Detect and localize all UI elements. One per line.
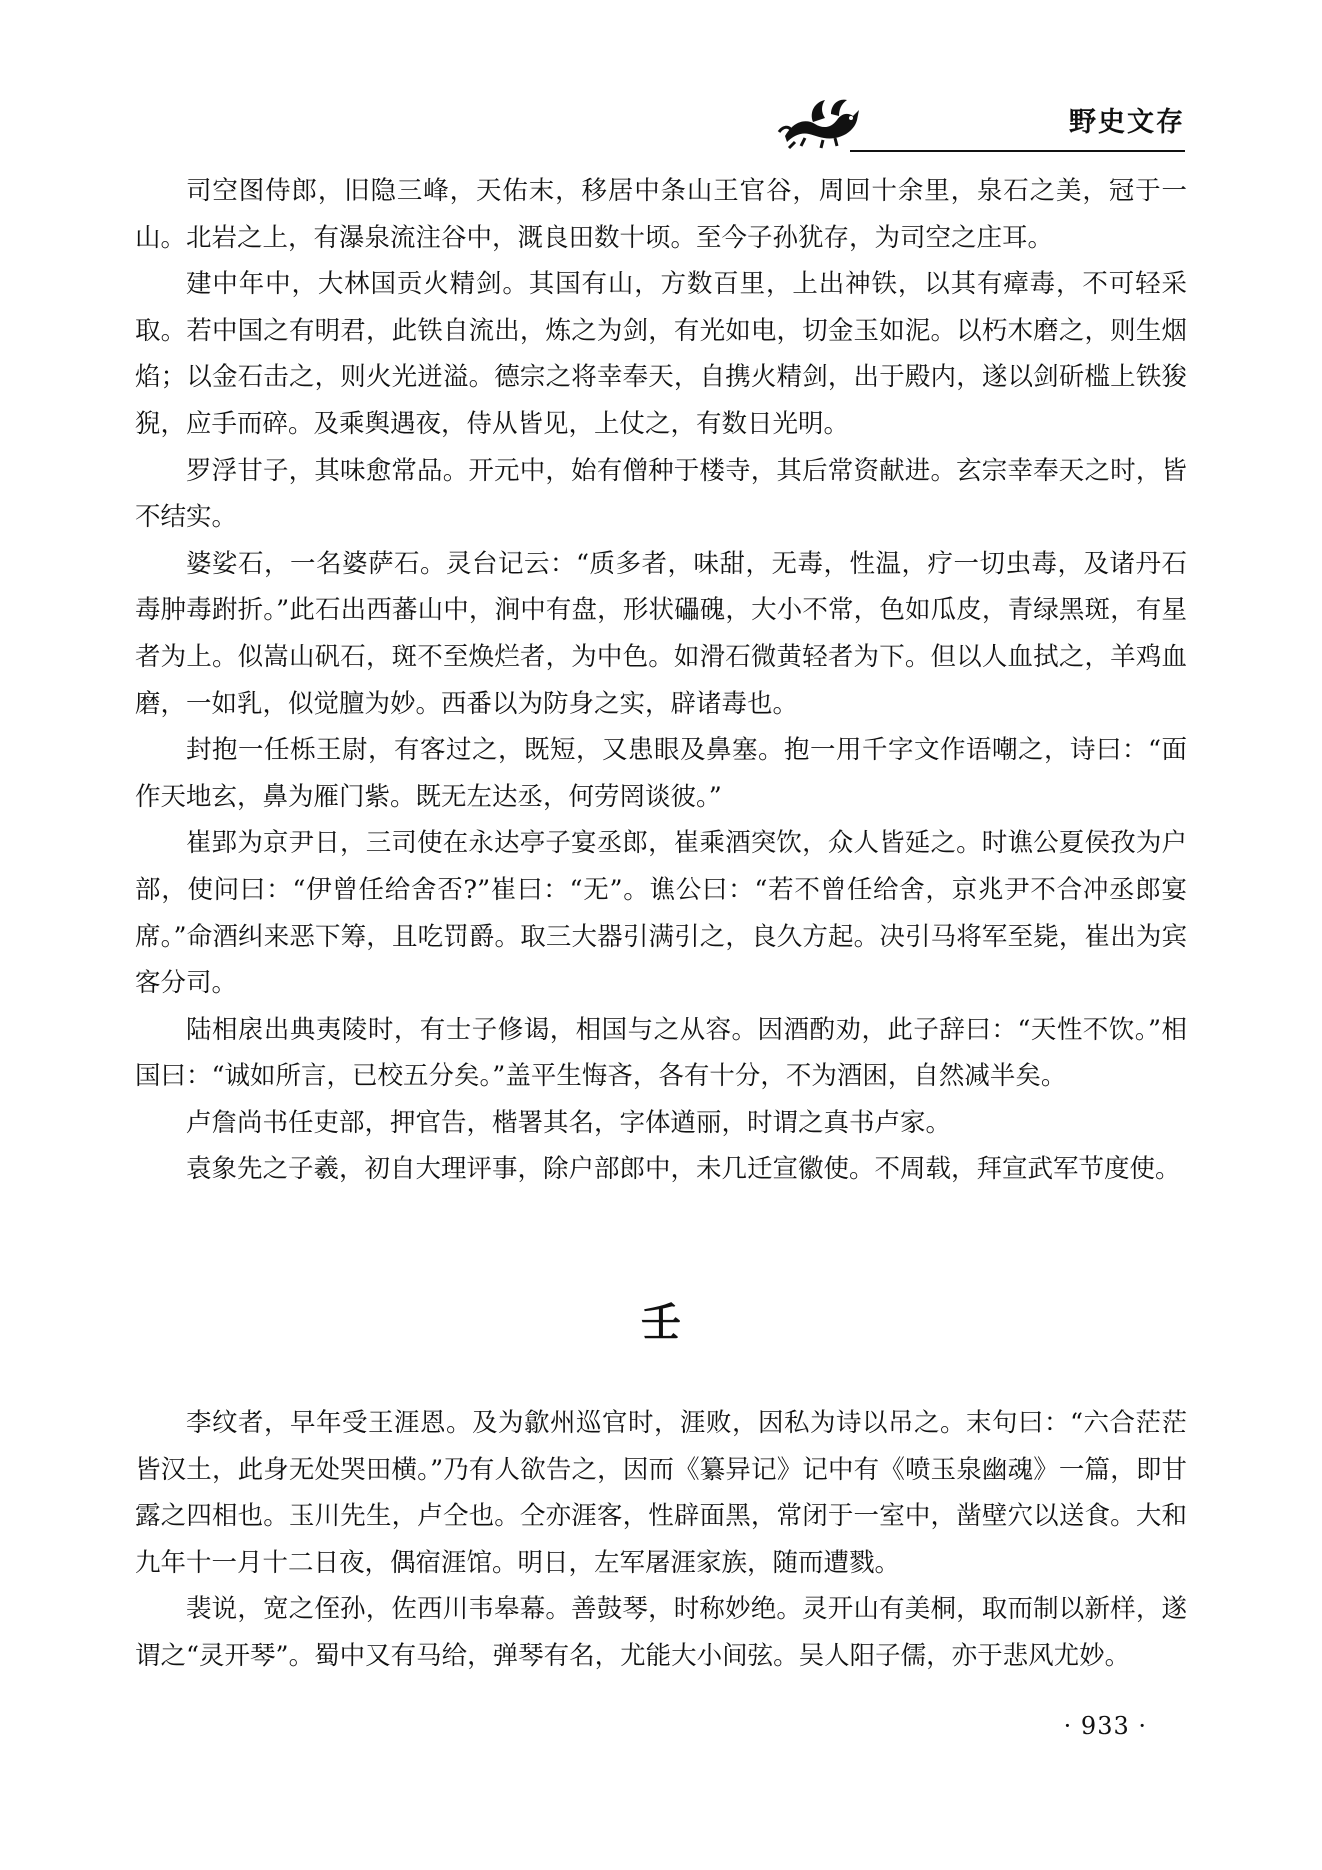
paragraph: 封抱一任栎王尉，有客过之，既短，又患眼及鼻塞。抱一用千字文作语嘲之，诗曰：“面作天地玄，鼻为雁门紫。既无左达丞，何劳罔谈彼。” xyxy=(135,735,1187,812)
paragraph: 陆相扆出典夷陵时，有士子修谒，相国与之从容。因酒酌劝，此子辞曰：“天性不饮。”相国曰：“诚如所言，已校五分矣。”盖平生悔吝，各有十分，不为酒困，自然减半矣。 xyxy=(135,1014,1187,1092)
paragraph: 崔郢为京尹日，三司使在永达亭子宴丞郎，崔乘酒突饮，众人皆延之。时谯公夏侯孜为户部，使问曰：“伊曾任给舍否?”崔曰：“无”。谯公曰：“若不曾任给舍，京兆尹不合冲丞郎宴席。”命酒纠来恶下筹，且吃罚爵。取三大器引满引之，良久方起。决引马将军至毙，崔出为宾客分司。 xyxy=(135,828,1187,999)
paragraph: 罗浮甘子，其味愈常品。开元中，始有僧种于楼寺，其后常资献进。玄宗幸奉天之时，皆不结实。 xyxy=(135,455,1187,533)
paragraph: 建中年中，大林国贡火精剑。其国有山，方数百里，上出神铁，以其有瘴毒，不可轻采取。若中国之有明君，此铁自流出，炼之为剑，有光如电，切金玉如泥。以朽木磨之，则生烟焰；以金石击之，则火光迸溢。德宗之将幸奉天，自携火精剑，出于殿内，遂以剑斫槛上铁狻猊，应手而碎。及乘舆遇夜，侍从皆见，上仗之，有数日光明。 xyxy=(135,269,1187,439)
series-title: 野史文存 xyxy=(1069,107,1185,138)
section-2-text xyxy=(135,1400,1187,1680)
section-heading: 壬 xyxy=(641,1299,681,1346)
paragraph: 司空图侍郎，旧隐三峰，天佑末，移居中条山王官谷，周回十余里，泉石之美，冠于一山。北岩之上，有瀑泉流注谷中，溉良田数十顷。至今子孙犹存，为司空之庄耳。 xyxy=(135,176,1187,253)
paragraph: 李纹者，早年受王涯恩。及为歙州巡官时，涯败，因私为诗以吊之。末句曰：“六合茫茫皆汉土，此身无处哭田横。”乃有人欲告之，因而《纂异记》记中有《喷玉泉幽魂》一篇，即甘露之四相也。玉川先生，卢仝也。仝亦涯客，性辟面黑，常闭于一室中，凿壁穴以送食。大和九年十一月十二日夜，偶宿涯馆。明日，左军屠涯家族，随而遭戮。 xyxy=(135,1408,1187,1578)
dragon-emblem-icon xyxy=(775,92,870,152)
header-rule xyxy=(850,150,1185,152)
paragraph: 婆娑石，一名婆萨石。灵台记云：“质多者，味甜，无毒，性温，疗一切虫毒，及诸丹石毒肿毒跗折。”此石出西蕃山中，涧中有盘，形状礧磈，大小不常，色如瓜皮，青绿黑斑，有星者为上。似嵩山矾石，斑不至焕烂者，为中色。如滑石微黄轻者为下。但以人血拭之，羊鸡血磨，一如乳，似觉膻为妙。西番以为防身之实，辟诸毒也。 xyxy=(135,548,1187,719)
paragraph: 袁象先之子羲，初自大理评事，除户部郎中，未几迁宣徽使。不周载，拜宣武军节度使。 xyxy=(186,1154,1181,1185)
paragraph: 卢詹尚书任吏部，押官告，楷署其名，字体遒丽，时谓之真书卢家。 xyxy=(186,1107,952,1138)
section-1-text xyxy=(135,168,1187,1193)
running-header xyxy=(755,92,1185,152)
paragraph: 裴说，宽之侄孙，佐西川韦皋幕。善鼓琴，时称妙绝。灵开山有美桐，取而制以新样，遂谓之“灵开琴”。蜀中又有马给，弹琴有名，尤能大小间弦。吴人阳子儒，亦于悲风尤妙。 xyxy=(135,1594,1187,1671)
page-number: · 933 · xyxy=(1063,1712,1147,1740)
